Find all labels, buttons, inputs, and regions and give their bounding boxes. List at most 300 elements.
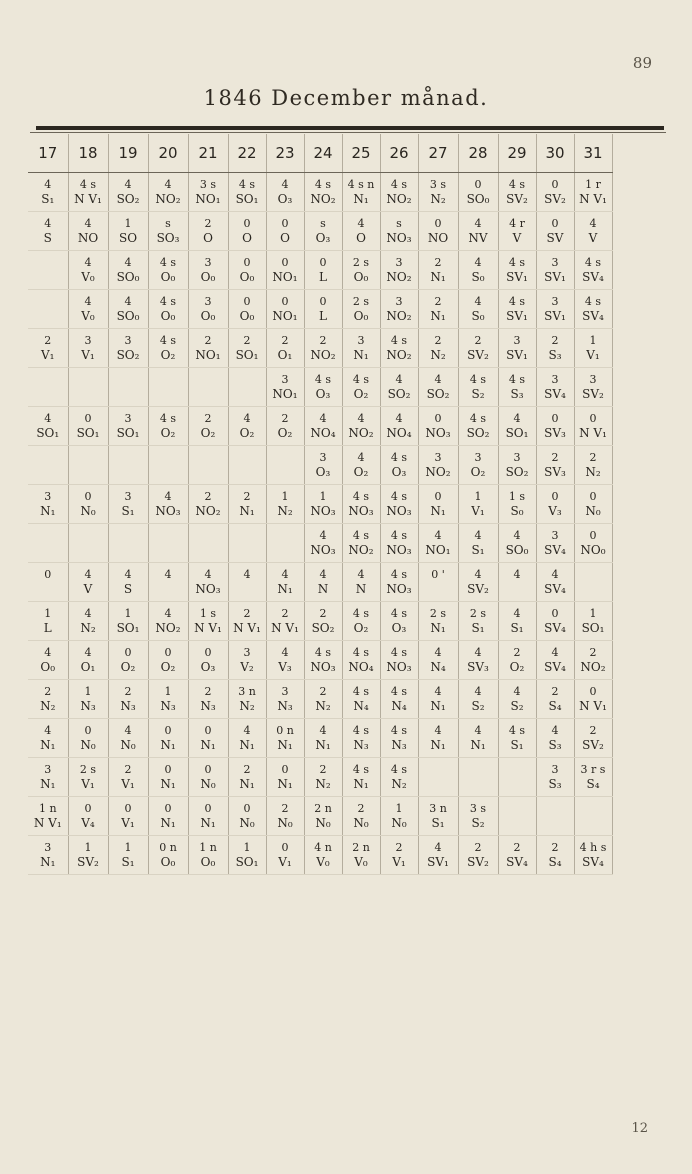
observation-cell <box>342 719 380 758</box>
observation-cell <box>536 446 574 485</box>
observation-cell <box>458 212 498 251</box>
wind-value: NO <box>77 230 99 245</box>
observation-cell <box>574 407 612 446</box>
wind-value: V₁ <box>586 347 600 362</box>
observation-cell <box>380 797 418 836</box>
wind-value: NO₂ <box>310 191 336 206</box>
observation-cell <box>418 329 458 368</box>
cloud-value: 2 <box>243 333 251 347</box>
cloud-value: 4 <box>357 411 365 425</box>
observation-cell <box>266 212 304 251</box>
wind-value: N V₁ <box>194 620 222 635</box>
cloud-value: 2 <box>513 840 521 854</box>
cloud-value: 0 <box>204 645 212 659</box>
cloud-value: 1 <box>243 840 251 854</box>
wind-value: O <box>242 230 252 245</box>
observation-cell <box>536 641 574 680</box>
wind-value: N₄ <box>391 698 407 713</box>
cloud-value: 4 <box>513 684 521 698</box>
wind-value: SO₁ <box>76 425 100 440</box>
observation-cell <box>380 446 418 485</box>
wind-value: O₀ <box>160 308 176 323</box>
wind-value: V₀ <box>81 308 95 323</box>
observation-cell <box>574 173 612 212</box>
observation-cell <box>28 797 68 836</box>
table-row <box>28 680 612 719</box>
observation-cell <box>458 836 498 875</box>
observation-cell <box>188 836 228 875</box>
observation-cell <box>228 368 266 407</box>
cloud-value: 4 <box>124 177 132 191</box>
cloud-value <box>229 450 266 465</box>
observation-cell <box>304 524 342 563</box>
cloud-value: 4 s <box>390 489 408 503</box>
observation-cell <box>458 719 498 758</box>
cloud-value: 2 <box>395 840 403 854</box>
cloud-value: 4 <box>474 216 482 230</box>
cloud-value: 4 <box>124 723 132 737</box>
cloud-value <box>109 450 148 465</box>
cloud-value: 3 <box>281 684 289 698</box>
cloud-value: 3 <box>513 450 521 464</box>
wind-value: O₂ <box>353 464 369 479</box>
wind-value: N₃ <box>391 737 407 752</box>
observation-cell <box>68 329 108 368</box>
wind-value: SV₄ <box>582 854 604 869</box>
cloud-value: 4 s <box>238 177 256 191</box>
wind-value: V <box>83 581 93 596</box>
wind-value <box>459 777 498 793</box>
observation-cell <box>342 368 380 407</box>
cloud-value: 0 <box>124 801 132 815</box>
cloud-value: 4 s <box>508 294 526 308</box>
observation-cell <box>418 173 458 212</box>
wind-value: SO₂ <box>466 425 490 440</box>
wind-value: SV₄ <box>544 581 566 596</box>
cloud-value <box>69 372 108 387</box>
wind-value: SO₀ <box>116 269 140 284</box>
wind-value <box>149 543 188 559</box>
observation-cell <box>418 485 458 524</box>
wind-value: N₂ <box>430 347 446 362</box>
observation-cell <box>458 680 498 719</box>
cloud-value: 4 <box>513 528 521 542</box>
observation-cell <box>28 212 68 251</box>
observation-cell <box>108 485 148 524</box>
wind-value: NO₄ <box>310 425 336 440</box>
cloud-value: 4 h s <box>579 840 607 854</box>
wind-value: SV₂ <box>467 347 489 362</box>
wind-value: V₁ <box>278 854 292 869</box>
wind-value: N₃ <box>277 698 293 713</box>
table-row <box>28 563 612 602</box>
observation-cell <box>108 563 148 602</box>
observation-cell <box>458 407 498 446</box>
wind-value: NO₁ <box>272 308 298 323</box>
observation-cell <box>228 173 266 212</box>
observation-cell <box>148 368 188 407</box>
observation-cell <box>266 173 304 212</box>
cloud-value: 4 s <box>159 294 177 308</box>
cloud-value: 4 <box>204 567 212 581</box>
wind-value <box>575 582 612 598</box>
cloud-value: 2 <box>589 645 597 659</box>
page-number: 89 <box>632 54 652 72</box>
cloud-value: 4 <box>243 723 251 737</box>
cloud-value: 0 <box>589 489 597 503</box>
observation-cell <box>418 368 458 407</box>
observation-cell <box>304 797 342 836</box>
observation-cell <box>108 251 148 290</box>
observation-cell <box>28 602 68 641</box>
observation-cell <box>68 797 108 836</box>
cloud-value <box>28 255 68 270</box>
observation-cell <box>266 446 304 485</box>
cloud-value: 4 s <box>469 411 487 425</box>
cloud-value: 4 <box>319 411 327 425</box>
cloud-value: 1 <box>281 489 289 503</box>
wind-value: SO₂ <box>116 347 140 362</box>
day-header: 23 <box>266 134 304 173</box>
cloud-value: 3 <box>319 450 327 464</box>
cloud-value: 2 <box>357 801 365 815</box>
observation-cell <box>458 290 498 329</box>
cloud-value: 4 s <box>352 684 370 698</box>
observation-rows <box>28 173 612 875</box>
observation-cell <box>68 212 108 251</box>
observation-cell <box>574 602 612 641</box>
wind-value: SV₂ <box>467 581 489 596</box>
observation-cell <box>574 836 612 875</box>
cloud-value: 4 <box>84 255 92 269</box>
cloud-value: 4 <box>474 684 482 698</box>
observation-cell <box>68 290 108 329</box>
observation-cell <box>418 836 458 875</box>
observation-cell <box>148 563 188 602</box>
observation-cell <box>266 251 304 290</box>
header-thin-rule <box>30 132 666 133</box>
observation-cell <box>188 602 228 641</box>
cloud-value: 4 s <box>352 645 370 659</box>
wind-value: S₁ <box>431 815 445 830</box>
observation-cell <box>574 446 612 485</box>
observation-cell <box>68 251 108 290</box>
observation-cell <box>498 524 536 563</box>
wind-value: N₁ <box>200 737 216 752</box>
observation-cell <box>574 563 612 602</box>
wind-value: SV₂ <box>582 386 604 401</box>
observation-cell <box>342 602 380 641</box>
cloud-value: 4 <box>513 606 521 620</box>
wind-value <box>69 465 108 481</box>
cloud-value: 2 <box>319 762 327 776</box>
observation-cell <box>498 641 536 680</box>
observation-cell <box>228 836 266 875</box>
wind-value: S₃ <box>548 737 562 752</box>
wind-value <box>229 465 266 481</box>
cloud-value: 0 <box>243 801 251 815</box>
wind-value: NO₂ <box>155 620 181 635</box>
cloud-value: 3 <box>243 645 251 659</box>
cloud-value: 4 s <box>159 255 177 269</box>
cloud-value <box>149 450 188 465</box>
observation-cell <box>498 680 536 719</box>
observation-cell <box>574 368 612 407</box>
cloud-value: 3 r s <box>580 762 606 776</box>
observation-cell <box>536 602 574 641</box>
cloud-value: 0 <box>204 801 212 815</box>
cloud-value: 0 ' <box>431 567 445 581</box>
wind-value: SO₁ <box>235 854 259 869</box>
observation-cell <box>342 524 380 563</box>
cloud-value: 4 s <box>79 177 97 191</box>
wind-value: N₂ <box>315 698 331 713</box>
observation-cell <box>148 836 188 875</box>
observation-cell <box>380 680 418 719</box>
cloud-value <box>575 567 612 582</box>
wind-value: O₂ <box>160 347 176 362</box>
cloud-value: 4 s <box>508 723 526 737</box>
cloud-value: 4 <box>44 411 52 425</box>
observation-cell <box>188 680 228 719</box>
cloud-value: 1 <box>44 606 52 620</box>
observation-cell <box>304 719 342 758</box>
wind-value <box>537 816 574 832</box>
wind-value: N₃ <box>80 698 96 713</box>
cloud-value: 0 n <box>276 723 294 737</box>
cloud-value <box>419 762 458 777</box>
wind-value <box>499 816 536 832</box>
observation-cell <box>148 680 188 719</box>
observation-cell <box>228 485 266 524</box>
wind-value: SO₂ <box>426 386 450 401</box>
cloud-value: 4 <box>164 606 172 620</box>
cloud-value: 4 s <box>390 762 408 776</box>
observation-cell <box>458 563 498 602</box>
wind-value <box>189 387 228 403</box>
cloud-value: 2 <box>513 645 521 659</box>
cloud-value: 0 <box>474 177 482 191</box>
observation-cell <box>68 485 108 524</box>
wind-value <box>267 543 304 559</box>
cloud-value: 1 r <box>585 177 601 191</box>
wind-value: N₁ <box>160 776 176 791</box>
observation-cell <box>498 563 536 602</box>
observation-cell <box>536 251 574 290</box>
wind-value: N V₁ <box>579 698 607 713</box>
cloud-value: 0 <box>281 762 289 776</box>
observation-cell <box>266 758 304 797</box>
cloud-value: 2 s <box>79 762 97 776</box>
wind-value: N₁ <box>430 503 446 518</box>
day-header: 24 <box>304 134 342 173</box>
observation-cell <box>28 641 68 680</box>
cloud-value <box>189 372 228 387</box>
wind-value: NO₃ <box>310 542 336 557</box>
observation-cell <box>418 251 458 290</box>
wind-value: NO₃ <box>386 230 412 245</box>
wind-value: SO₂ <box>505 464 529 479</box>
cloud-value: 1 <box>84 684 92 698</box>
observation-cell <box>28 446 68 485</box>
observation-cell <box>188 173 228 212</box>
cloud-value: 0 <box>124 645 132 659</box>
cloud-value: 0 <box>551 489 559 503</box>
cloud-value: 3 s <box>199 177 217 191</box>
observation-cell <box>266 368 304 407</box>
observation-cell <box>498 212 536 251</box>
wind-value: SO₁ <box>36 425 60 440</box>
wind-value: SV₁ <box>506 347 528 362</box>
cloud-value <box>28 294 68 309</box>
day-header: 25 <box>342 134 380 173</box>
cloud-value: 4 <box>589 216 597 230</box>
observation-cell <box>266 641 304 680</box>
wind-value <box>229 387 266 403</box>
table-row <box>28 797 612 836</box>
cloud-value: 0 <box>434 411 442 425</box>
cloud-value: 0 <box>551 216 559 230</box>
wind-value: O₃ <box>315 230 331 245</box>
wind-value: O₀ <box>200 854 216 869</box>
observation-cell <box>342 446 380 485</box>
observation-cell <box>574 719 612 758</box>
observation-cell <box>28 719 68 758</box>
observation-cell <box>68 368 108 407</box>
wind-value: NO₂ <box>580 659 606 674</box>
cloud-value: 3 <box>551 762 559 776</box>
cloud-value <box>267 450 304 465</box>
wind-value: N₃ <box>120 698 136 713</box>
cloud-value: 2 <box>434 333 442 347</box>
observation-cell <box>458 641 498 680</box>
day-header: 30 <box>536 134 574 173</box>
observation-cell <box>68 407 108 446</box>
observation-cell <box>228 329 266 368</box>
observation-cell <box>28 485 68 524</box>
cloud-value: 4 <box>434 840 442 854</box>
wind-value: S₃ <box>548 776 562 791</box>
observation-cell <box>188 329 228 368</box>
observation-cell <box>304 368 342 407</box>
observation-cell <box>28 680 68 719</box>
wind-value: S₁ <box>471 542 485 557</box>
cloud-value: 4 <box>164 177 172 191</box>
observation-cell <box>342 290 380 329</box>
cloud-value <box>537 801 574 816</box>
observation-cell <box>68 446 108 485</box>
wind-value: N₁ <box>160 815 176 830</box>
cloud-value: 4 s <box>508 372 526 386</box>
cloud-value <box>229 528 266 543</box>
cloud-value: 1 <box>395 801 403 815</box>
wind-value: NO <box>427 230 449 245</box>
table-row <box>28 602 612 641</box>
wind-value <box>229 543 266 559</box>
observation-cell <box>28 524 68 563</box>
day-header: 17 <box>28 134 68 173</box>
wind-value: N₂ <box>277 503 293 518</box>
cloud-value: 4 r <box>509 216 525 230</box>
observation-cell <box>342 797 380 836</box>
observation-cell <box>458 485 498 524</box>
observation-cell <box>108 368 148 407</box>
wind-value: S₁ <box>121 503 135 518</box>
observation-cell <box>458 602 498 641</box>
cloud-value: 0 <box>164 762 172 776</box>
cloud-value: 0 <box>434 489 442 503</box>
wind-value: SO₀ <box>466 191 490 206</box>
cloud-value: 4 <box>551 645 559 659</box>
table-row <box>28 719 612 758</box>
cloud-value: s <box>320 216 326 230</box>
wind-value: V₁ <box>471 503 485 518</box>
observation-cell <box>148 446 188 485</box>
cloud-value: 4 <box>44 216 52 230</box>
cloud-value: 2 s <box>469 606 487 620</box>
wind-value: SO₁ <box>581 620 605 635</box>
wind-value: NO₃ <box>386 503 412 518</box>
day-header: 22 <box>228 134 266 173</box>
cloud-value: 4 n <box>314 840 332 854</box>
wind-value: N₄ <box>353 698 369 713</box>
observation-cell <box>380 173 418 212</box>
cloud-value: 4 s <box>508 177 526 191</box>
wind-value <box>499 582 536 598</box>
observation-cell <box>342 212 380 251</box>
wind-value: SO₁ <box>235 347 259 362</box>
observation-cell <box>68 836 108 875</box>
observation-cell <box>304 485 342 524</box>
wind-value: SO <box>118 230 138 245</box>
cloud-value: 2 <box>243 489 251 503</box>
cloud-value: 2 <box>281 606 289 620</box>
cloud-value: 4 <box>434 528 442 542</box>
cloud-value: 4 <box>124 567 132 581</box>
wind-value: SV₁ <box>427 854 449 869</box>
cloud-value: 2 <box>474 840 482 854</box>
cloud-value: 0 <box>319 294 327 308</box>
cloud-value: 1 n <box>38 801 57 815</box>
observation-cell <box>228 212 266 251</box>
observation-cell <box>28 251 68 290</box>
wind-value: O₀ <box>160 854 176 869</box>
wind-value: O₃ <box>277 191 293 206</box>
cloud-value: 2 <box>124 684 132 698</box>
wind-value: N₁ <box>160 737 176 752</box>
observation-cell <box>536 797 574 836</box>
observation-cell <box>228 251 266 290</box>
wind-value: SO₁ <box>116 620 140 635</box>
cloud-value: 4 <box>44 723 52 737</box>
wind-value <box>69 543 108 559</box>
day-header: 31 <box>574 134 612 173</box>
cloud-value <box>69 528 108 543</box>
day-header-row <box>28 134 612 173</box>
wind-value: N₁ <box>430 308 446 323</box>
observation-cell <box>188 485 228 524</box>
wind-value: NO₂ <box>155 191 181 206</box>
observation-cell <box>188 719 228 758</box>
cloud-value: 2 n <box>314 801 332 815</box>
wind-value <box>419 777 458 793</box>
observation-cell <box>68 602 108 641</box>
cloud-value: 0 <box>589 411 597 425</box>
observation-cell <box>342 173 380 212</box>
observation-cell <box>536 485 574 524</box>
observation-cell <box>188 563 228 602</box>
table-row <box>28 251 612 290</box>
